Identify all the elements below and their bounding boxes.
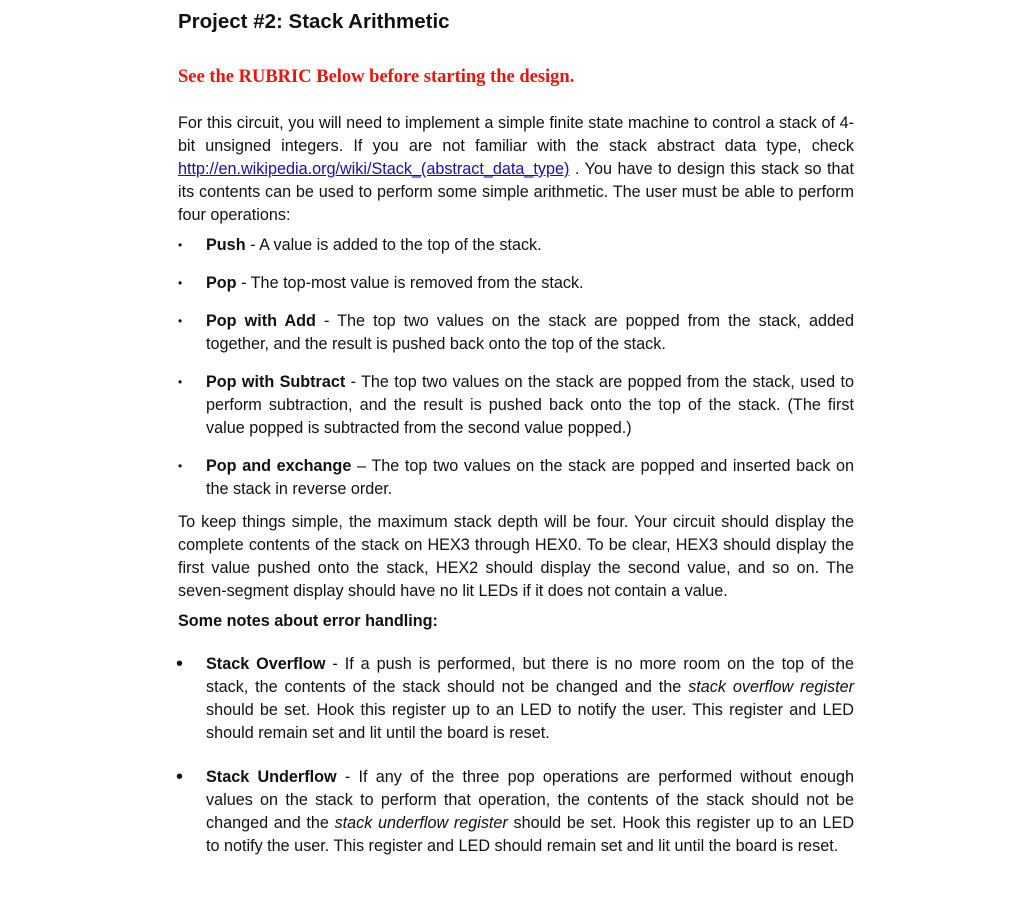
stack-depth-paragraph: To keep things simple, the maximum stack depth will be four. Your circuit should display the complete contents of the stack on HEX3 through HEX0. To be clear, HEX3 should display the first value pushed onto the stack, HEX2 should display the second value, and so on. The seven-segment display should have no lit LEDs if it does not contain a value. — [178, 513, 854, 600]
operations-list — [178, 234, 854, 501]
bullet-icon: • — [178, 276, 183, 290]
bullet-icon: • — [178, 314, 183, 328]
error-desc-part1: If a push is performed, but there is no more room on the top of the stack, the contents of the stack should not be changed and the — [206, 655, 854, 696]
error-notes-heading: Some notes about error handling: — [178, 612, 438, 630]
separator: - — [345, 373, 361, 391]
separator: - — [336, 768, 359, 786]
register-name: stack overflow register — [688, 678, 855, 696]
intro-text-before-link: For this circuit, you will need to implement a simple finite state machine to control a stack of 4-bit unsigned integers. If you are not familiar with the stack abstract data type, check — [178, 114, 854, 155]
list-item — [178, 272, 854, 295]
error-name: Stack Overflow — [206, 655, 326, 673]
page-title: Project #2: Stack Arithmetic — [178, 10, 450, 33]
operation-name: Pop — [206, 274, 237, 292]
list-item — [178, 234, 854, 257]
operation-name: Pop with Subtract — [206, 373, 346, 391]
separator: - — [325, 655, 345, 673]
error-desc-part2: should be set. Hook this register up to an LED to notify the user. This register and LED should remain set and lit until the board is reset. — [206, 701, 854, 742]
register-name: stack underflow register — [334, 814, 508, 832]
separator: - — [236, 274, 251, 292]
list-item — [178, 455, 854, 501]
operation-desc: A value is added to the top of the stack. — [259, 236, 542, 254]
document-page — [178, 8, 854, 879]
bullet-icon: • — [176, 766, 184, 788]
operation-desc: The top two values on the stack are popped from the stack, used to perform subtraction, and the result is pushed back onto the top of the stack. (The first value popped is subtracted from the second value popped.) — [206, 373, 855, 437]
operation-desc: The top two values on the stack are popped and inserted back on the stack in reverse order. — [206, 457, 854, 498]
list-item — [178, 653, 854, 745]
wikipedia-stack-link[interactable]: http://en.wikipedia.org/wiki/Stack_(abstract_data_type) — [178, 160, 570, 178]
separator: - — [245, 236, 260, 254]
error-handling-list — [178, 653, 854, 858]
operation-desc: The top two values on the stack are popped from the stack, added together, and the result is pushed back onto the top of the stack. — [206, 312, 854, 353]
bullet-icon: • — [178, 459, 183, 473]
intro-text-after-link: . You have to design this stack so that its contents can be used to perform some simple arithmetic. The user must be able to perform four operations: — [178, 160, 855, 224]
separator: - — [315, 312, 338, 330]
error-desc-part1: If any of the three pop operations are performed without enough values on the stack to perform that operation, the contents of the stack should not be changed and the — [206, 768, 854, 832]
bullet-icon: • — [176, 653, 184, 675]
separator: – — [351, 457, 372, 475]
intro-paragraph — [178, 112, 854, 227]
list-item — [178, 371, 854, 440]
operation-name: Push — [206, 236, 246, 254]
rubric-notice: See the RUBRIC Below before starting the design. — [178, 67, 575, 87]
bullet-icon: • — [178, 375, 183, 389]
bullet-icon: • — [178, 238, 183, 252]
operation-name: Pop with Add — [206, 312, 316, 330]
error-desc-part2: should be set. Hook this register up to an LED to notify the user. This register and LED should remain set and lit until the board is reset. — [206, 814, 855, 855]
list-item — [178, 766, 854, 858]
operation-desc: The top-most value is removed from the stack. — [250, 274, 584, 292]
error-name: Stack Underflow — [206, 768, 337, 786]
operation-name: Pop and exchange — [206, 457, 352, 475]
list-item — [178, 310, 854, 356]
